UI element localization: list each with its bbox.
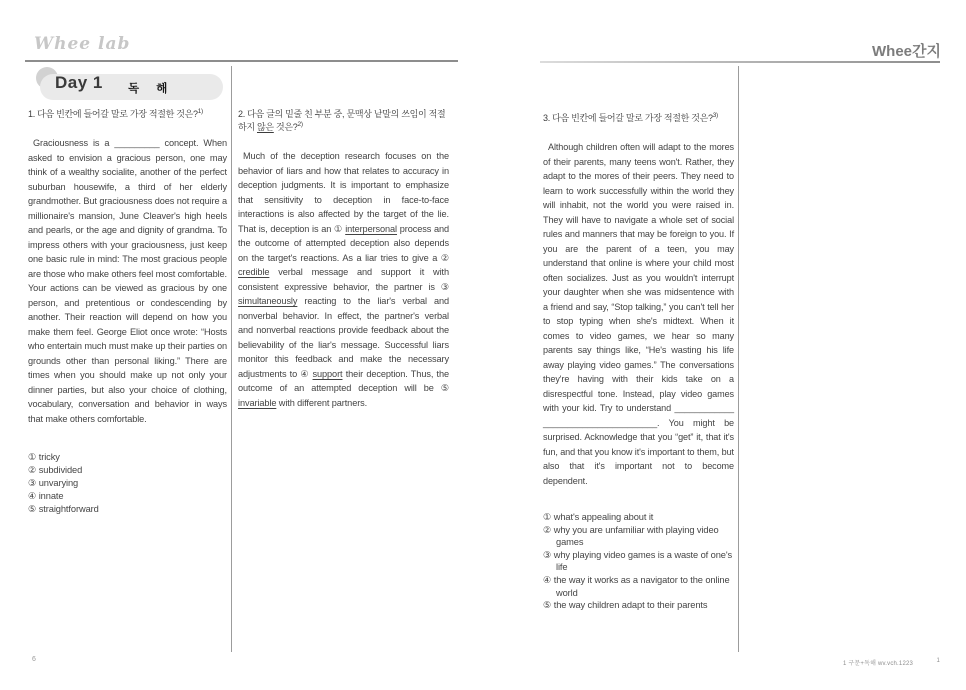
choice-option: ③ unvarying — [28, 478, 79, 488]
question-3-column — [543, 112, 734, 612]
brand-logo-left: Whee lab — [34, 34, 131, 54]
footer-source-label: 1 구문+독해 wv.vch.1223 — [843, 661, 914, 667]
question-3-header: 3. 다음 빈칸에 들어갈 말로 가장 적절한 것은?$^{3)}$ — [543, 112, 718, 123]
header-rule-left — [25, 60, 458, 62]
choice-option: ⑤ straightforward — [28, 504, 99, 514]
column-divider-right — [738, 66, 739, 652]
question-1-header: 1. 다음 빈칸에 들어갈 말로 가장 적절한 것은?$^{1)}$ — [28, 108, 203, 119]
choice-option: ① tricky — [28, 452, 60, 462]
column-divider-left — [231, 66, 232, 652]
choice-option: ② subdivided — [28, 465, 83, 475]
question-1-choices — [28, 451, 227, 516]
question-2-column — [238, 108, 449, 410]
question-3-passage: Although children often will adapt to the mores of their parents, many teens won't. Rather, they adapt to the mores of their peers. They need to learn to work successfully within the world they will inhabit, not the world you were raised in. They will have to navigate a whole set of social rules and manners that may be foreign to you. If you are the parent of a teen, you may understand that online is where your child most often socializes. Just as you wouldn't interrupt your daughter when she was midsentence with a friend and say, “Stop talking,” you can't tell her to stop typing when she's midtext. When it comes to video games, we hear so many parents say things like, “He's wasting his life away playing video games.” The conversations they're having with their kids take on a disrespectful tone. Instead, play video games with your kid. Try to understand ____________ _______________________. You might be surprised. Acknowledge that you “get” it, that it's fun, and that you know it's important to them, but also that it's important not to become dependent. — [543, 142, 734, 486]
day-badge-subject: 독 해 — [128, 83, 175, 95]
question-1-passage: Graciousness is a _________ concept. When asked to envision a gracious person, one may think of a wealthy socialite, another of the perfect suburban housewife, a third of her elderly grandmother. But graciousness does not require a millionaire's mansion, June Cleaver's high heels and pearls, or the age and dignity of grandma. To impress others with your graciousness, just keep one basic rule in mind: The most gracious people are those who make others feel most comfortable. Your actions can be viewed as gracious by one person, and pretentious or condescending by another. Their reaction will depend on how you make them feel. George Eliot once wrote: “Hosts who entertain much must make up their parties on grounds other than personal liking.” There are times when you should make up not only your dinner parties, but also your choice of clothing, vocabulary, conversation and behavior in ways that make others comfortable. — [28, 138, 227, 424]
choice-option: ④ the way it works as a navigator to the online world — [543, 574, 730, 598]
choice-option: ③ why playing video games is a waste of one's life — [543, 549, 733, 573]
day-badge-label: Day 1 — [55, 73, 103, 92]
choice-option: ① what's appealing about it — [543, 512, 654, 522]
footer-page-mark: 6 — [32, 656, 36, 663]
footer-info — [843, 658, 940, 667]
question-3-choices — [543, 511, 734, 612]
choice-option: ④ innate — [28, 491, 64, 501]
question-1-column — [28, 108, 227, 516]
question-2-header: 2. 다음 글의 밑줄 친 부분 중, 문맥상 낱말의 쓰임이 적절하지 않은 것은?$^{2)}$ — [238, 109, 446, 132]
header-rule-right — [540, 61, 940, 63]
footer-page-number: 1 — [936, 658, 940, 664]
question-2-passage: Much of the deception research focuses on the behavior of liars and how that relates to accuracy in deception judgments. It is important to emphasize that sensitivity to deception in face-to-face interactions is also affected by the target of the lie. That is, deception is an ① interpersonal process and the outcome of attempted deception also depends on the target's reactions. As a liar tries to give a ② credible verbal message and support it with consistent expressive behavior, the partner is ③ simultaneously reacting to the liar's verbal and nonverbal behavior. In effect, the partner's verbal and nonverbal reactions provide feedback about the believability of the liar's message. Successful liars monitor this feedback and make the necessary adjustments to ④ support their deception. Thus, the outcome of an attempted deception will be ⑤ invariable with different partners. — [238, 151, 450, 408]
brand-logo-right: Whee간지 — [872, 43, 941, 60]
choice-option: ② why you are unfamiliar with playing video games — [543, 524, 719, 548]
choice-option: ⑤ the way children adapt to their parents — [543, 600, 708, 611]
